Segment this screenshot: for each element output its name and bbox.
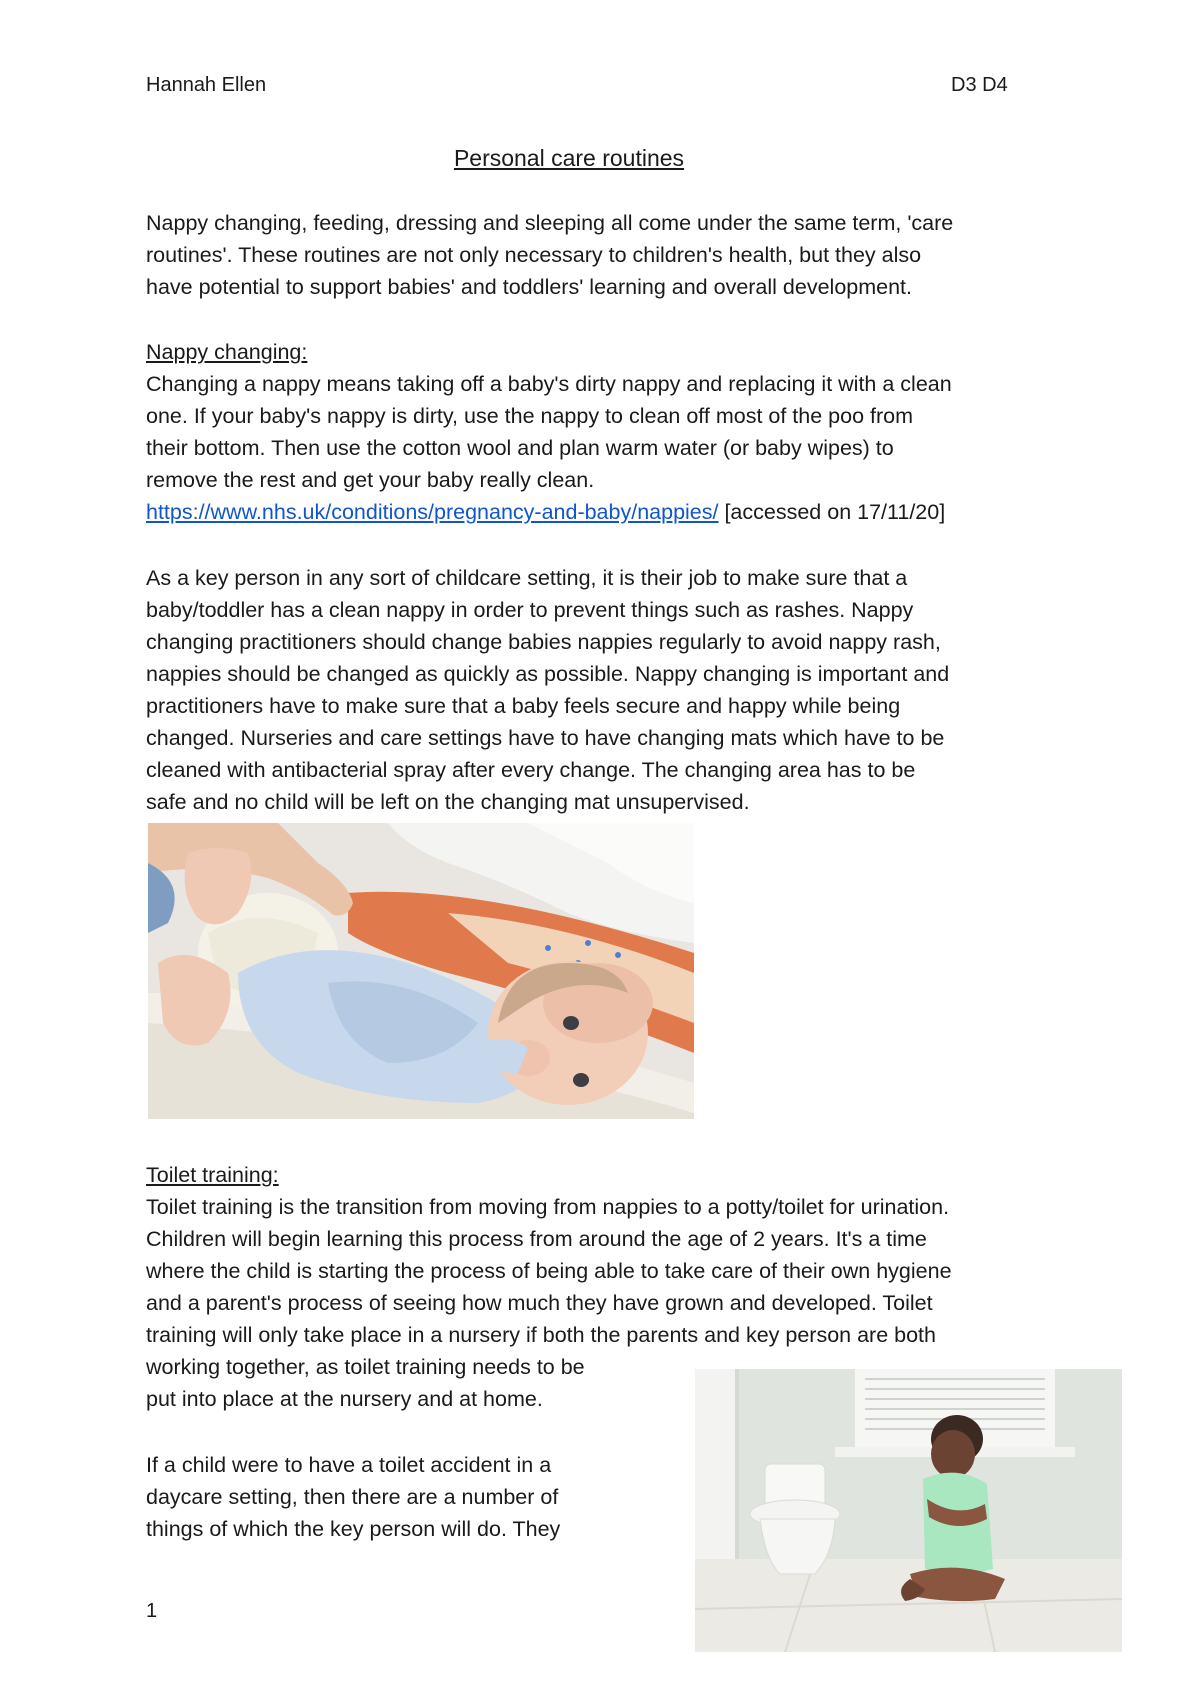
keyperson-line: nappies should be changed as quickly as possible. Nappy changing is important and bbox=[146, 662, 950, 686]
toilet-line: training will only take place in a nursery if both the parents and key person are both bbox=[146, 1323, 936, 1347]
keyperson-paragraph bbox=[146, 562, 1076, 818]
nappy-heading: Nappy changing: bbox=[146, 340, 308, 364]
toilet-line: and a parent's process of seeing how much they have grown and developed. Toilet bbox=[146, 1291, 933, 1315]
intro-paragraph bbox=[146, 207, 1076, 303]
header-code: D3 D4 bbox=[951, 74, 1008, 96]
keyperson-line: changed. Nurseries and care settings have to have changing mats which have to be bbox=[146, 726, 945, 750]
accident-line: If a child were to have a toilet accident in a bbox=[146, 1453, 552, 1477]
page-number: 1 bbox=[146, 1600, 158, 1622]
keyperson-line: safe and no child will be left on the changing mat unsupervised. bbox=[146, 790, 750, 814]
keyperson-line: baby/toddler has a clean nappy in order to prevent things such as rashes. Nappy bbox=[146, 598, 914, 622]
accident-line: daycare setting, then there are a number of bbox=[146, 1485, 559, 1509]
keyperson-line: practitioners have to make sure that a baby feels secure and happy while being bbox=[146, 694, 901, 718]
nappy-line: one. If your baby's nappy is dirty, use the nappy to clean off most of the poo from bbox=[146, 404, 913, 428]
toilet-heading: Toilet training: bbox=[146, 1163, 279, 1187]
keyperson-line: As a key person in any sort of childcare setting, it is their job to make sure that a bbox=[146, 566, 908, 590]
nappy-line: Changing a nappy means taking off a baby's dirty nappy and replacing it with a clean bbox=[146, 372, 952, 396]
accident-paragraph bbox=[146, 1449, 666, 1545]
intro-line: have potential to support babies' and toddlers' learning and overall development. bbox=[146, 275, 913, 299]
toilet-line: put into place at the nursery and at home. bbox=[146, 1387, 543, 1411]
nappy-section bbox=[146, 336, 1076, 528]
baby-nappy-photo bbox=[148, 823, 694, 1119]
toilet-line: working together, as toilet training needs to be bbox=[146, 1355, 585, 1379]
nappy-line: remove the rest and get your baby really clean. bbox=[146, 468, 595, 492]
page-title: Personal care routines bbox=[453, 145, 685, 171]
intro-line: Nappy changing, feeding, dressing and sleeping all come under the same term, 'care bbox=[146, 211, 954, 235]
accessed-date: [accessed on 17/11/20] bbox=[718, 500, 946, 524]
accident-line: things of which the key person will do. They bbox=[146, 1517, 561, 1541]
header-author: Hannah Ellen bbox=[146, 74, 267, 96]
nhs-link[interactable]: https://www.nhs.uk/conditions/pregnancy-and-baby/nappies/ bbox=[146, 500, 719, 524]
toilet-line: where the child is starting the process of being able to take care of their own hygiene bbox=[146, 1259, 952, 1283]
citation-line bbox=[146, 496, 1076, 528]
keyperson-line: cleaned with antibacterial spray after every change. The changing area has to be bbox=[146, 758, 916, 782]
toilet-line: Children will begin learning this process from around the age of 2 years. It's a time bbox=[146, 1227, 927, 1251]
toilet-line: Toilet training is the transition from moving from nappies to a potty/toilet for urination. bbox=[146, 1195, 950, 1219]
keyperson-line: changing practitioners should change babies nappies regularly to avoid nappy rash, bbox=[146, 630, 941, 654]
nappy-line: their bottom. Then use the cotton wool and plan warm water (or baby wipes) to bbox=[146, 436, 894, 460]
toilet-child-photo bbox=[695, 1369, 1122, 1652]
intro-line: routines'. These routines are not only necessary to children's health, but they also bbox=[146, 243, 922, 267]
